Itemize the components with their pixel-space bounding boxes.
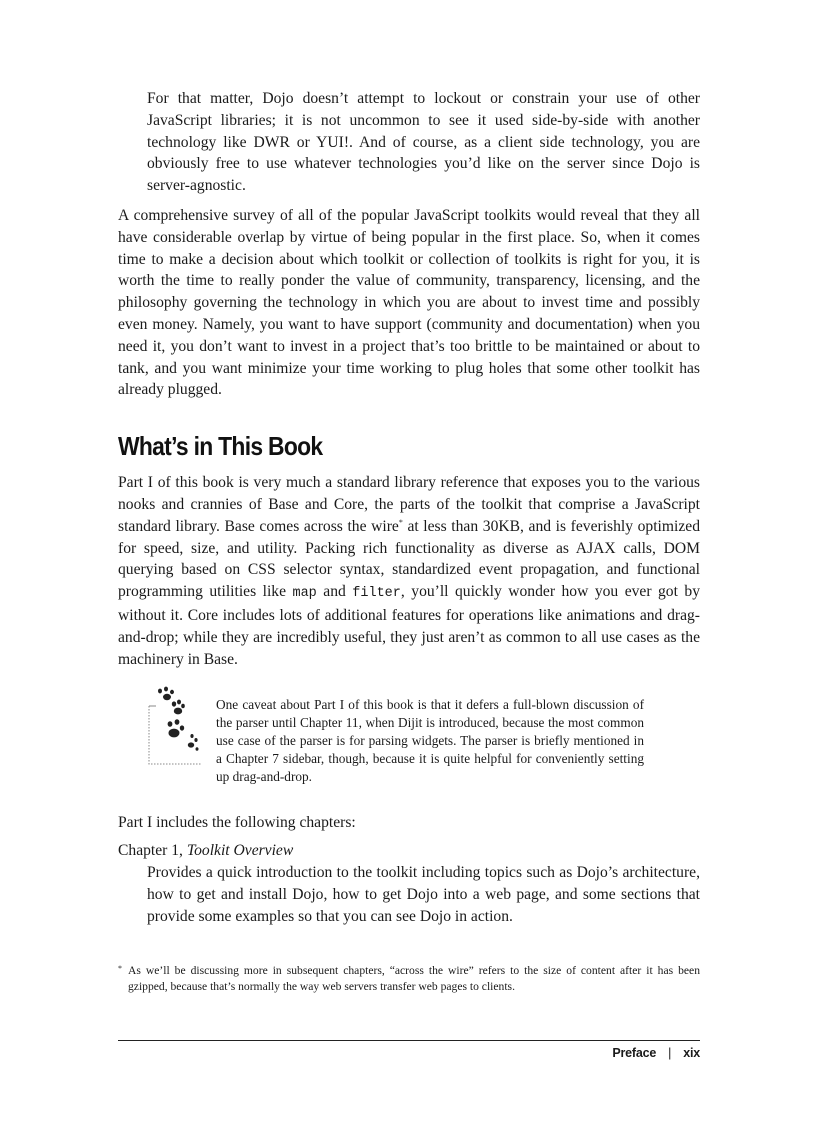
chapters-intro: Part I includes the following chapters: — [118, 814, 356, 832]
code-map: map — [292, 586, 317, 602]
chapter-1-description: Provides a quick introduction to the toolkit including topics such as Dojo’s architecture, how to get and install Dojo, how to get Dojo into a web page, and some sections that provide some examples so that you can see Dojo in action. — [147, 863, 700, 925]
book-paragraph-part2: at less than 30KB, and is feverishly optimized for speed, size, and utility. Packing rich functionality as diverse as AJAX calls, DOM querying based on CSS selector syntax, standardized event propagation, and functional programming utilities like — [118, 517, 700, 601]
paw-prints-icon — [146, 684, 204, 772]
note-box — [118, 684, 700, 796]
footer-page-number: xix — [683, 1046, 700, 1060]
note-text: One caveat about Part I of this book is that it defers a full-blown discussion of the parser until Chapter 11, when Dijit is introduced, because the most common use case of the parser is for parsing widgets. The parser is briefly mentioned in a Chapter 7 sidebar, though, because it is quite helpful for conveniently setting up drag-and-drop. — [216, 697, 644, 785]
footnote-text: As we’ll be discussing more in subsequent chapters, “across the wire” refers to the size of content after it has been gzipped, because that’s normally the way web servers transfer web pages to clients. — [128, 964, 700, 993]
section-heading: What’s in This Book — [118, 431, 323, 462]
footnote — [118, 963, 700, 995]
book-paragraph — [118, 472, 700, 670]
footer-separator: | — [668, 1046, 672, 1060]
chapter-1-prefix: Chapter 1, — [118, 842, 187, 860]
footnote-reference: * — [398, 517, 403, 527]
footer-section: Preface — [612, 1046, 657, 1060]
chapter-1-title — [118, 840, 700, 862]
book-paragraph-part3: , you’ll quickly wonder how you ever got by without it. Core includes lots of additional features for operations like animations and drag-and-drop; while they are incredibly useful, they just aren’t as common to all use cases as the machinery in Base. — [118, 583, 700, 668]
book-paragraph-and: and — [316, 583, 353, 601]
survey-paragraph: A comprehensive survey of all of the popular JavaScript toolkits would reveal that they all have considerable overlap by virtue of being popular in the first place. So, when it comes time to make a decision about which toolkit or collection of toolkits is right for you, it is worth the time to really ponder the value of community, transparency, licensing, and the philosophy governing the technology in which you are about to invest time and possibly even money. Namely, you want to have support (community and documentation) when you need it, you don’t want to invest in a project that’s too brittle to be maintained or about to tank, and you want minimize your time working to plug holes that some other toolkit has already plugged. — [118, 206, 700, 399]
footer-rule — [118, 1040, 700, 1041]
footnote-mark: * — [118, 964, 122, 973]
intro-quote: For that matter, Dojo doesn’t attempt to lockout or constrain your use of other JavaScript libraries; it is not uncommon to see it used side-by-side with another technology like DWR or YUI!. And of course, as a client side technology, you are obviously free to use whatever technologies you’d like on the server since Dojo is server-agnostic. — [147, 90, 700, 195]
code-filter: filter — [352, 586, 401, 602]
page-footer — [118, 1046, 700, 1060]
book-paragraph-part1: Part I of this book is very much a standard library reference that exposes you to the various nooks and crannies of Base and Core, the parts of the toolkit that comprise a JavaScript standard library. Base comes across the wire — [118, 474, 700, 535]
page-body — [118, 88, 700, 927]
chapter-1-name: Toolkit Overview — [186, 842, 294, 860]
